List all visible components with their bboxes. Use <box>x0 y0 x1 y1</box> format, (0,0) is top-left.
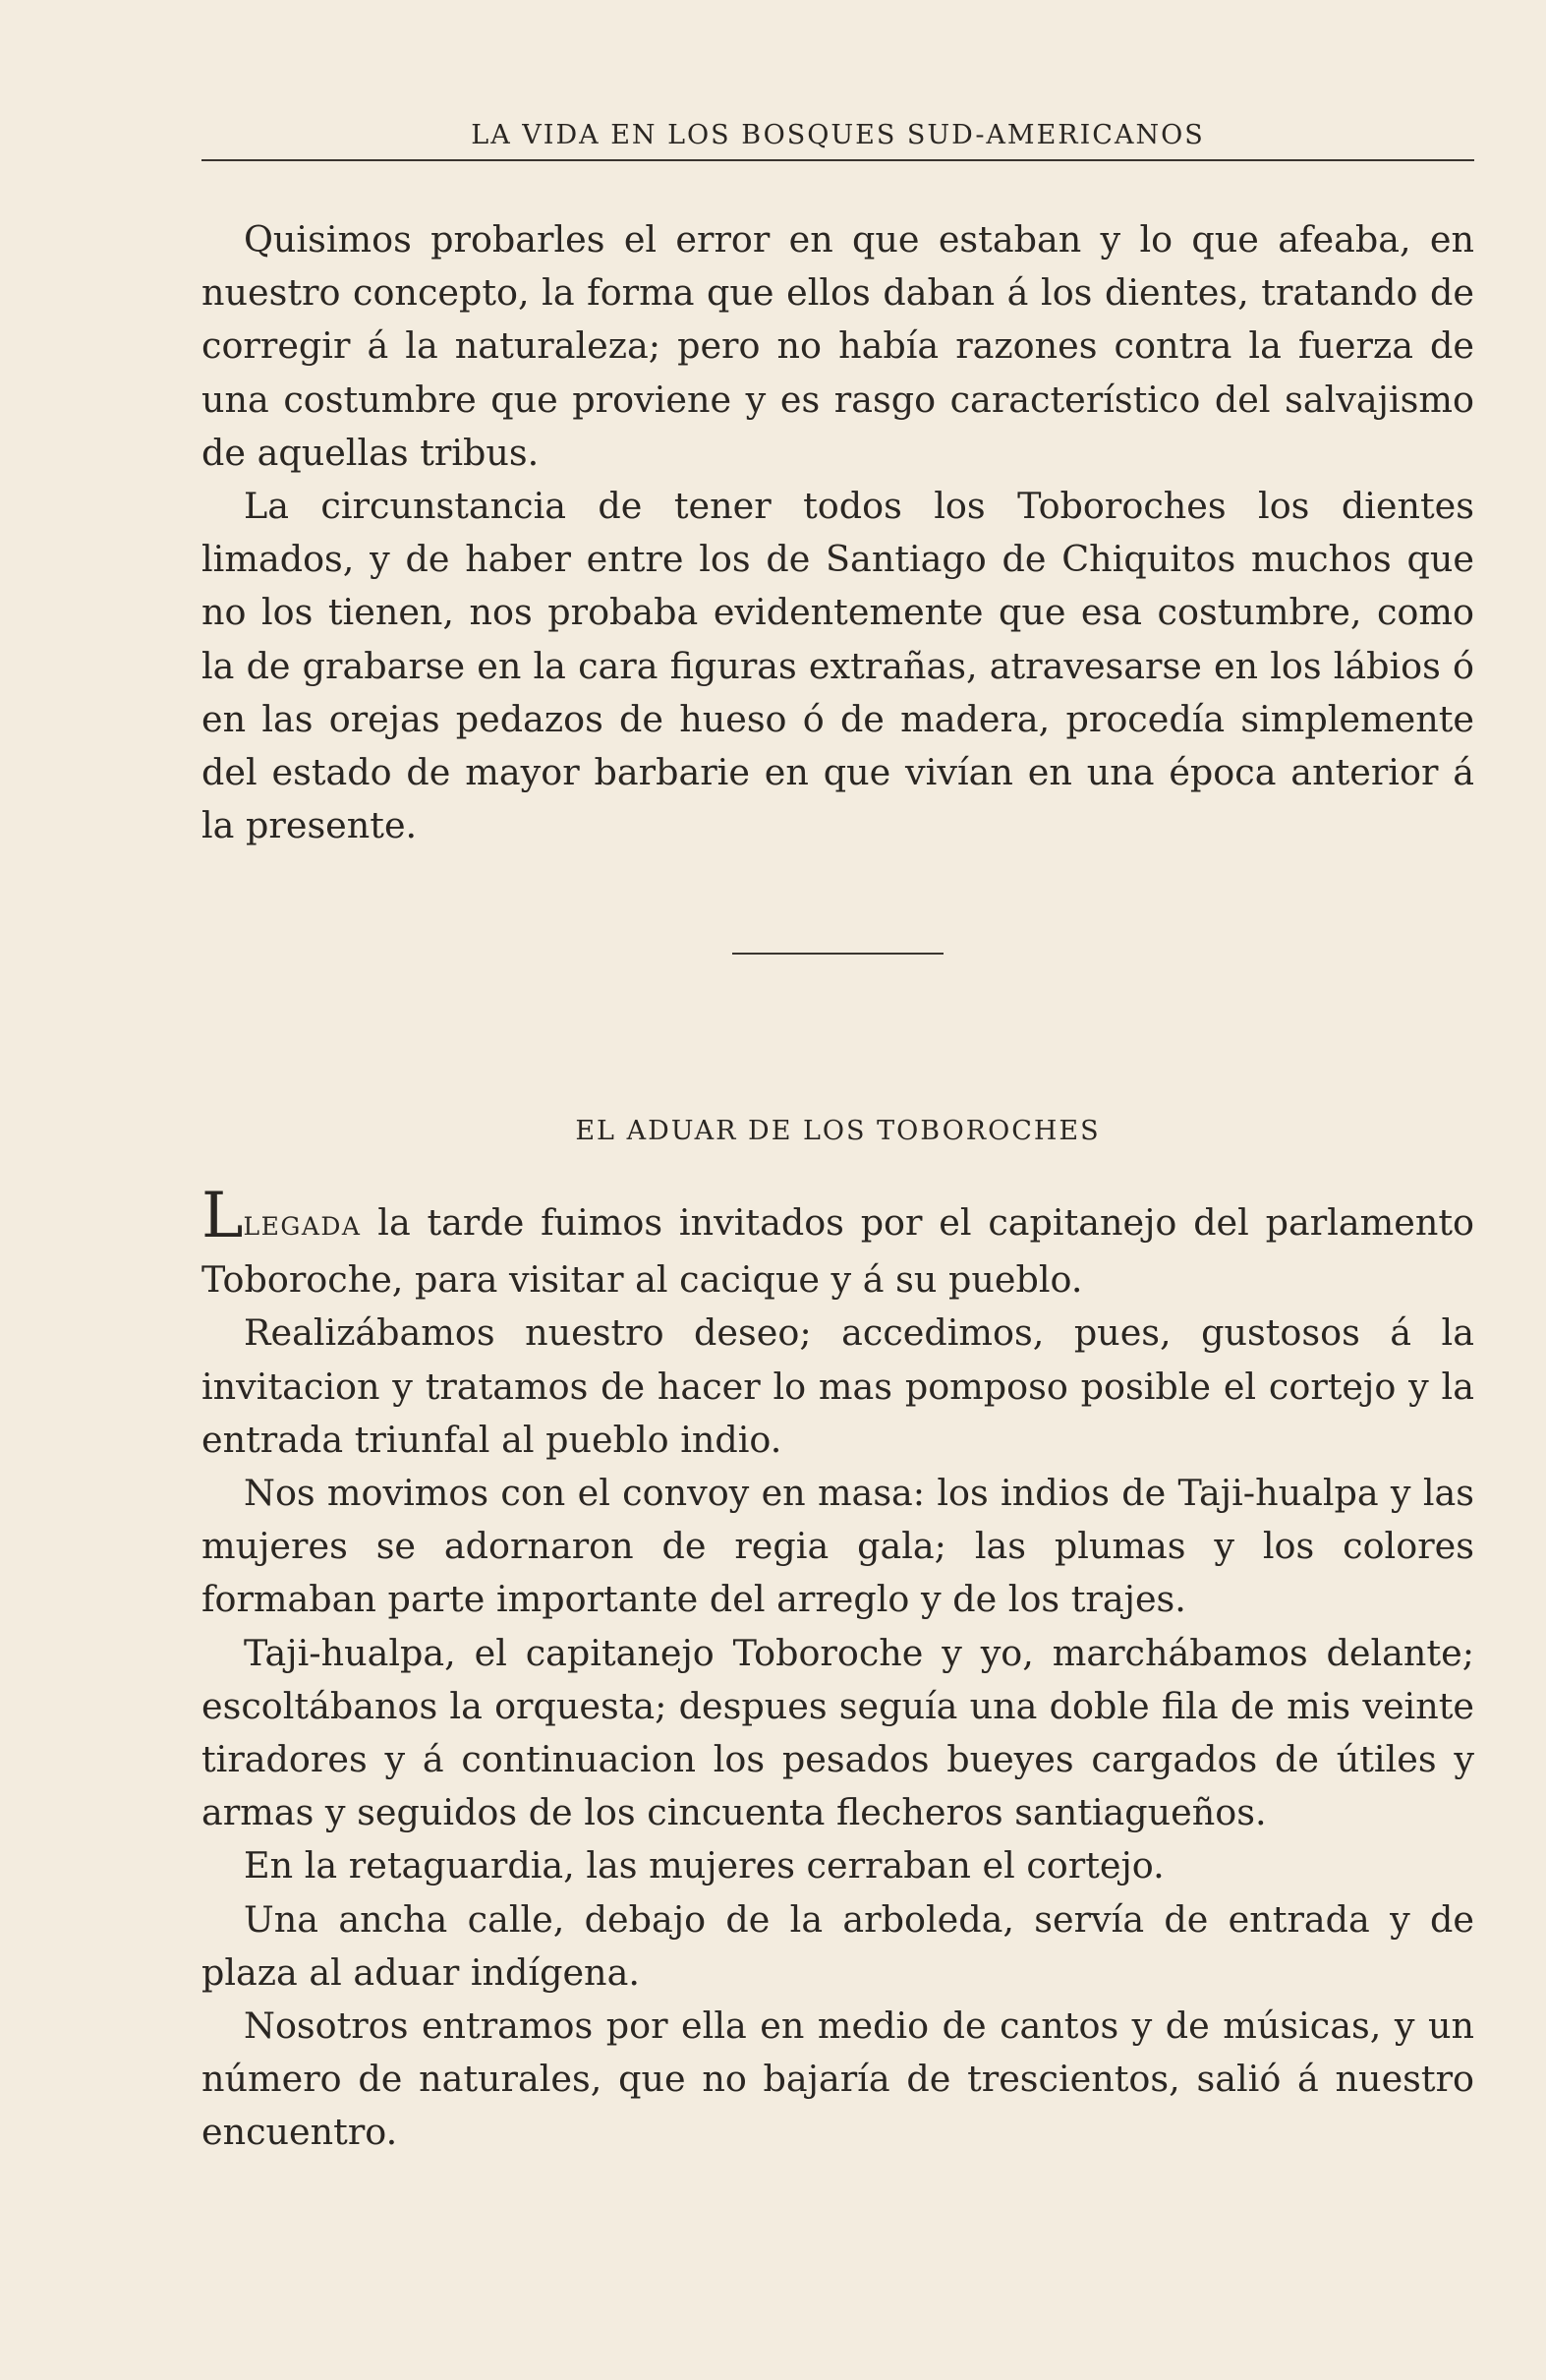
section-separator-rule <box>732 953 944 955</box>
opening-word-smallcaps: LEGADA <box>243 1212 362 1241</box>
section-2-text <box>201 1180 1474 2160</box>
paragraph: Realizábamos nuestro deseo; accedimos, pues, gustosos á la invitacion y tratamos de hacer lo mas pomposo posible el cortejo y la entrada triunfal al pueblo indio. <box>201 1311 1474 1461</box>
drop-cap: L <box>201 1180 244 1252</box>
paragraph: Taji-hualpa, el capitanejo Toboroche y yo, marchábamos delante; escoltábanos la orquesta; despues seguía una doble fila de mis veinte tiradores y á continuacion los pesados bueyes cargados de útiles y armas y seguidos de los cincuenta flecheros santiagueños. <box>201 1631 1474 1834</box>
section-1-text <box>201 213 1474 852</box>
paragraph: En la retaguardia, las mujeres cerraban el cortejo. <box>244 1844 1165 1887</box>
paragraph: Nos movimos con el convoy en masa: los indios de Taji-hualpa y las mujeres se adornaron de regia gala; las plumas y los colores formaban parte importante del arreglo y de los trajes. <box>201 1472 1474 1621</box>
section-heading: EL ADUAR DE LOS TOBOROCHES <box>575 1116 1101 1146</box>
opening-paragraph <box>201 1180 1474 1306</box>
paragraph: Nosotros entramos por ella en medio de cantos y de músicas, y un número de naturales, que no bajaría de trescientos, salió á nuestro encuentro. <box>201 2004 1474 2154</box>
paragraph: Quisimos probarles el error en que estaban y lo que afeaba, en nuestro concepto, la forma que ellos daban á los dientes, tratando de corregir á la naturaleza; pero no había razones contra la fuerza de una costumbre que proviene y es rasgo característico del salvajismo de aquellas tribus. <box>201 218 1474 474</box>
header-rule <box>201 159 1474 161</box>
paragraph: Una ancha calle, debajo de la arboleda, servía de entrada y de plaza al aduar indígena. <box>201 1897 1474 1994</box>
paragraph: La circunstancia de tener todos los Toboroches los dientes limados, y de haber entre los de Santiago de Chiquitos muchos que no los tienen, nos probaba evidentemente que esa costumbre, como la de grabarse en la cara figuras extrañas, atravesarse en los lábios ó en las orejas pedazos de hueso ó de madera, procedía simplemente del estado de mayor barbarie en que vivían en una época anterior á la presente. <box>201 485 1474 847</box>
running-head: LA VIDA EN LOS BOSQUES SUD-AMERICANOS <box>471 120 1205 150</box>
opening-paragraph-text: la tarde fuimos invitados por el capitanejo del parlamento Toboroche, para visitar al cacique y á su pueblo. <box>201 1201 1474 1302</box>
